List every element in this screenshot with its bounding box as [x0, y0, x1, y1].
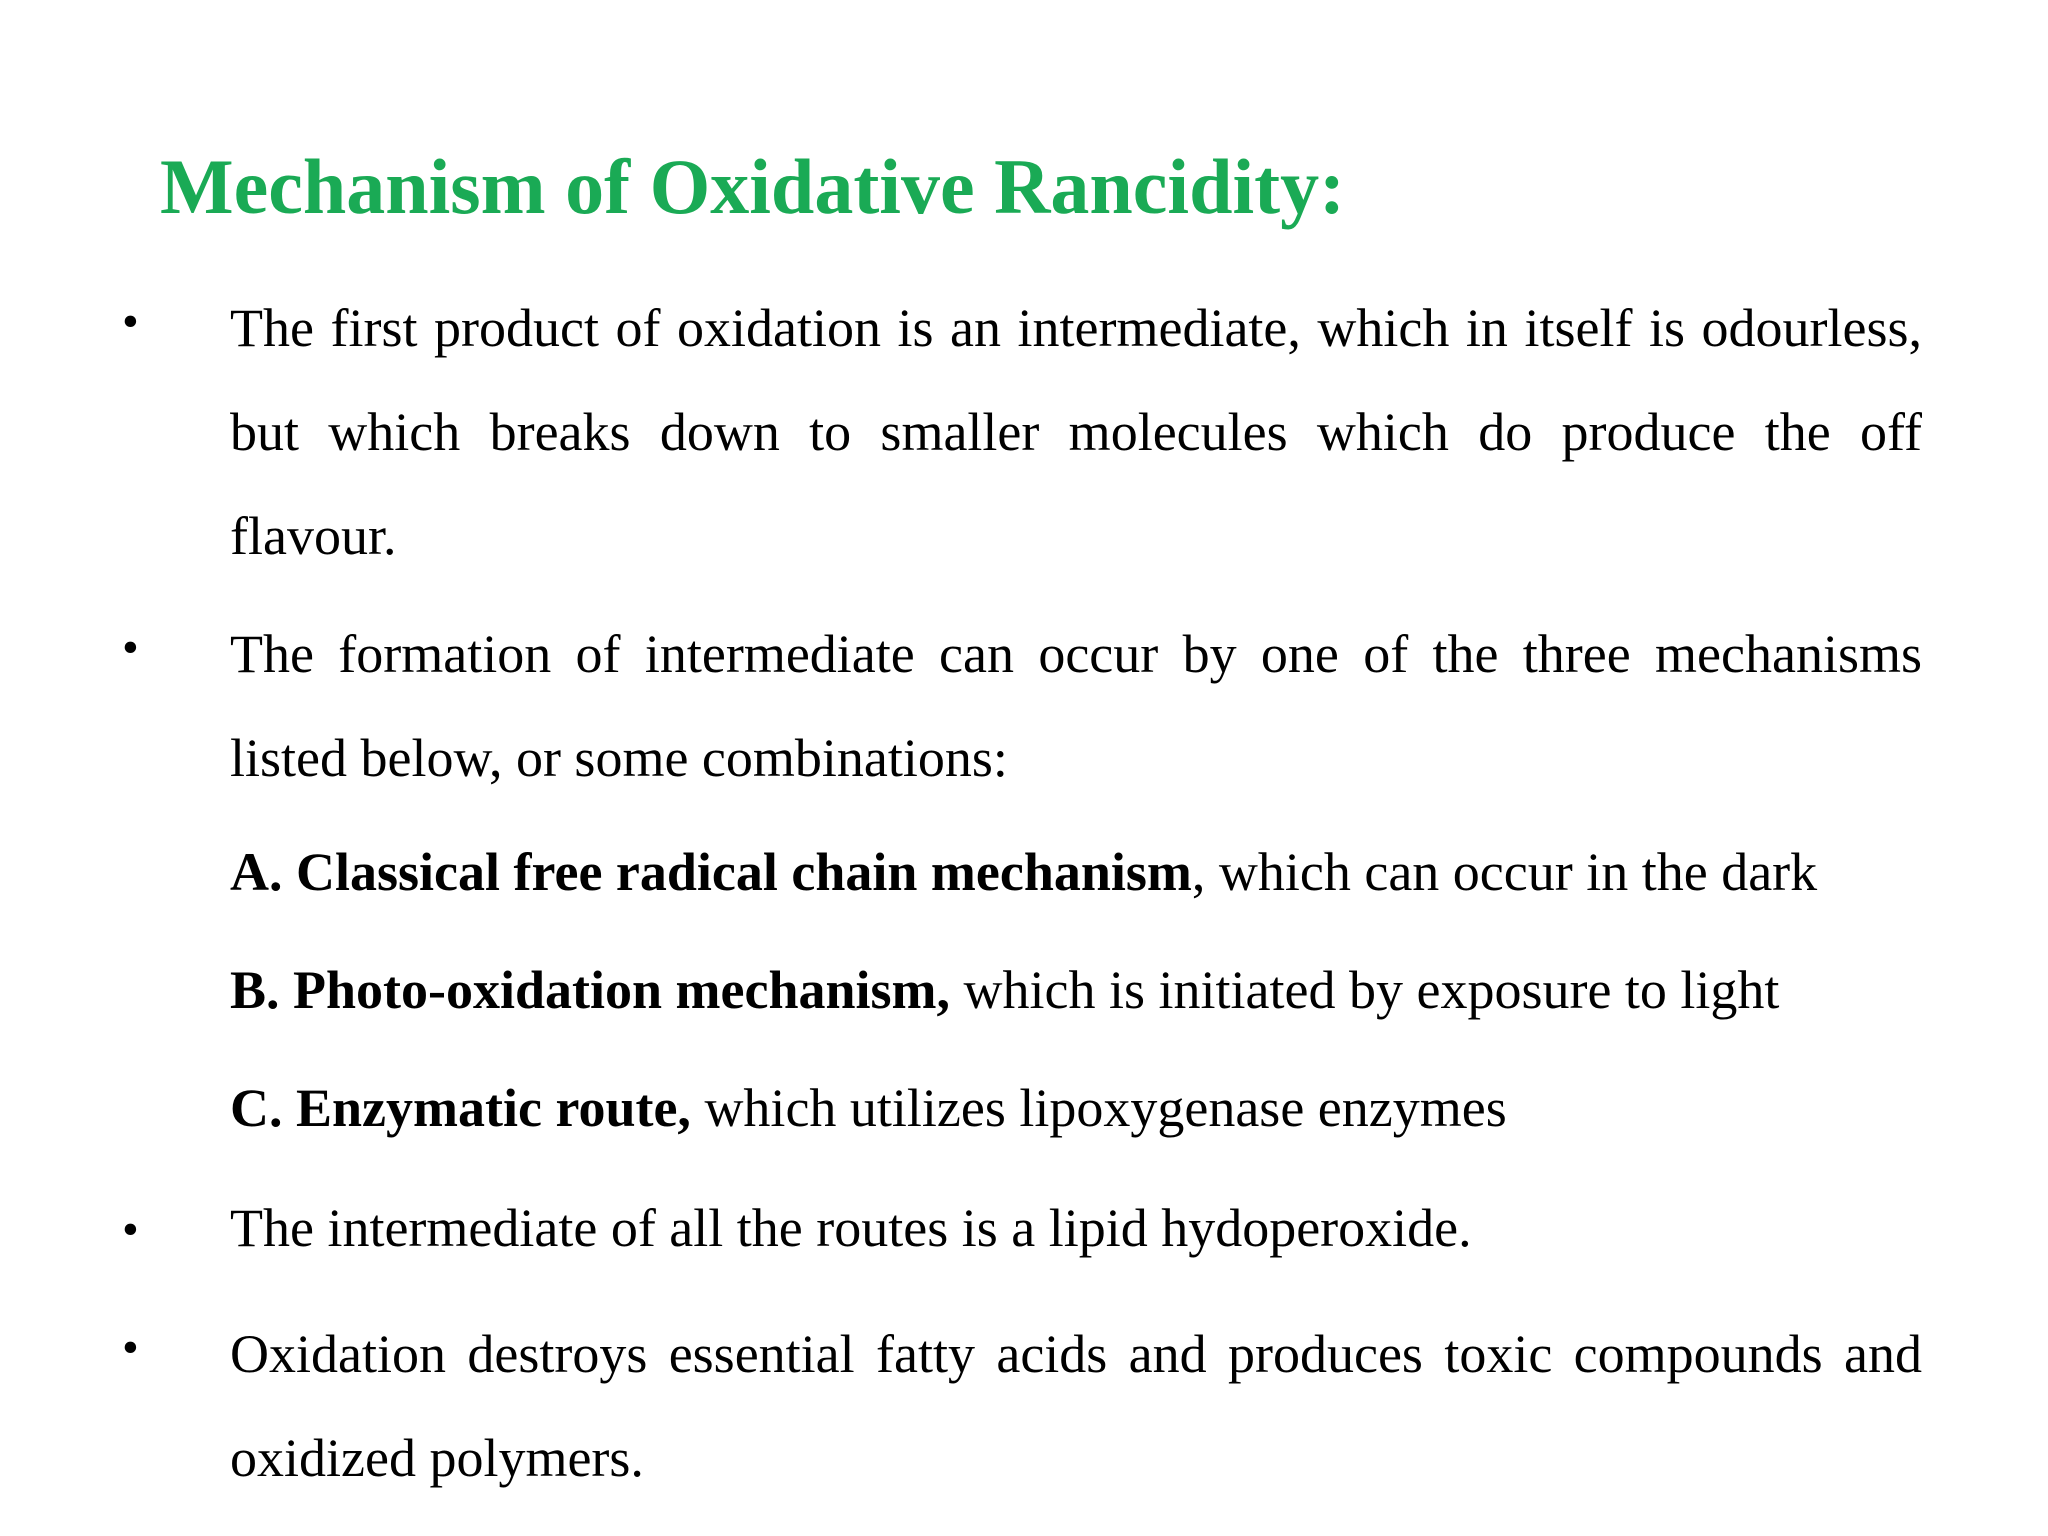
mechanism-item-a — [230, 840, 1922, 905]
bullet-marker: • — [122, 1203, 139, 1256]
bullet-text-2: The formation of intermediate can occur by one of the three mechanisms listed below, or some combinations: — [230, 624, 1922, 788]
mechanism-label: B. Photo-oxidation mechanism, — [230, 960, 951, 1020]
mechanism-item-b — [230, 958, 1922, 1023]
mechanism-item-c — [230, 1076, 1922, 1141]
bullet-marker: • — [122, 1321, 139, 1374]
mechanism-description: which utilizes lipoxygenase enzymes — [690, 1078, 1507, 1138]
mechanism-label: A. Classical free radical chain mechanism — [230, 842, 1192, 902]
bullet-text-3: The intermediate of all the routes is a lipid hydoperoxide. — [230, 1198, 1472, 1258]
bullet-marker: • — [122, 621, 139, 674]
mechanism-description: , which can occur in the dark — [1191, 842, 1818, 902]
bullet-text-1: The first product of oxidation is an intermediate, which in itself is odourless, but which breaks down to smaller molecules which do produce the off flavour. — [230, 298, 1922, 566]
bullet-text-4: Oxidation destroys essential fatty acids and produces toxic compounds and oxidized polymers. — [230, 1324, 1922, 1488]
slide-title: Mechanism of Oxidative Rancidity: — [160, 143, 1346, 230]
mechanism-description: which is initiated by exposure to light — [950, 960, 1780, 1020]
bullet-marker: • — [122, 295, 139, 348]
mechanism-label: C. Enzymatic route, — [230, 1078, 691, 1138]
